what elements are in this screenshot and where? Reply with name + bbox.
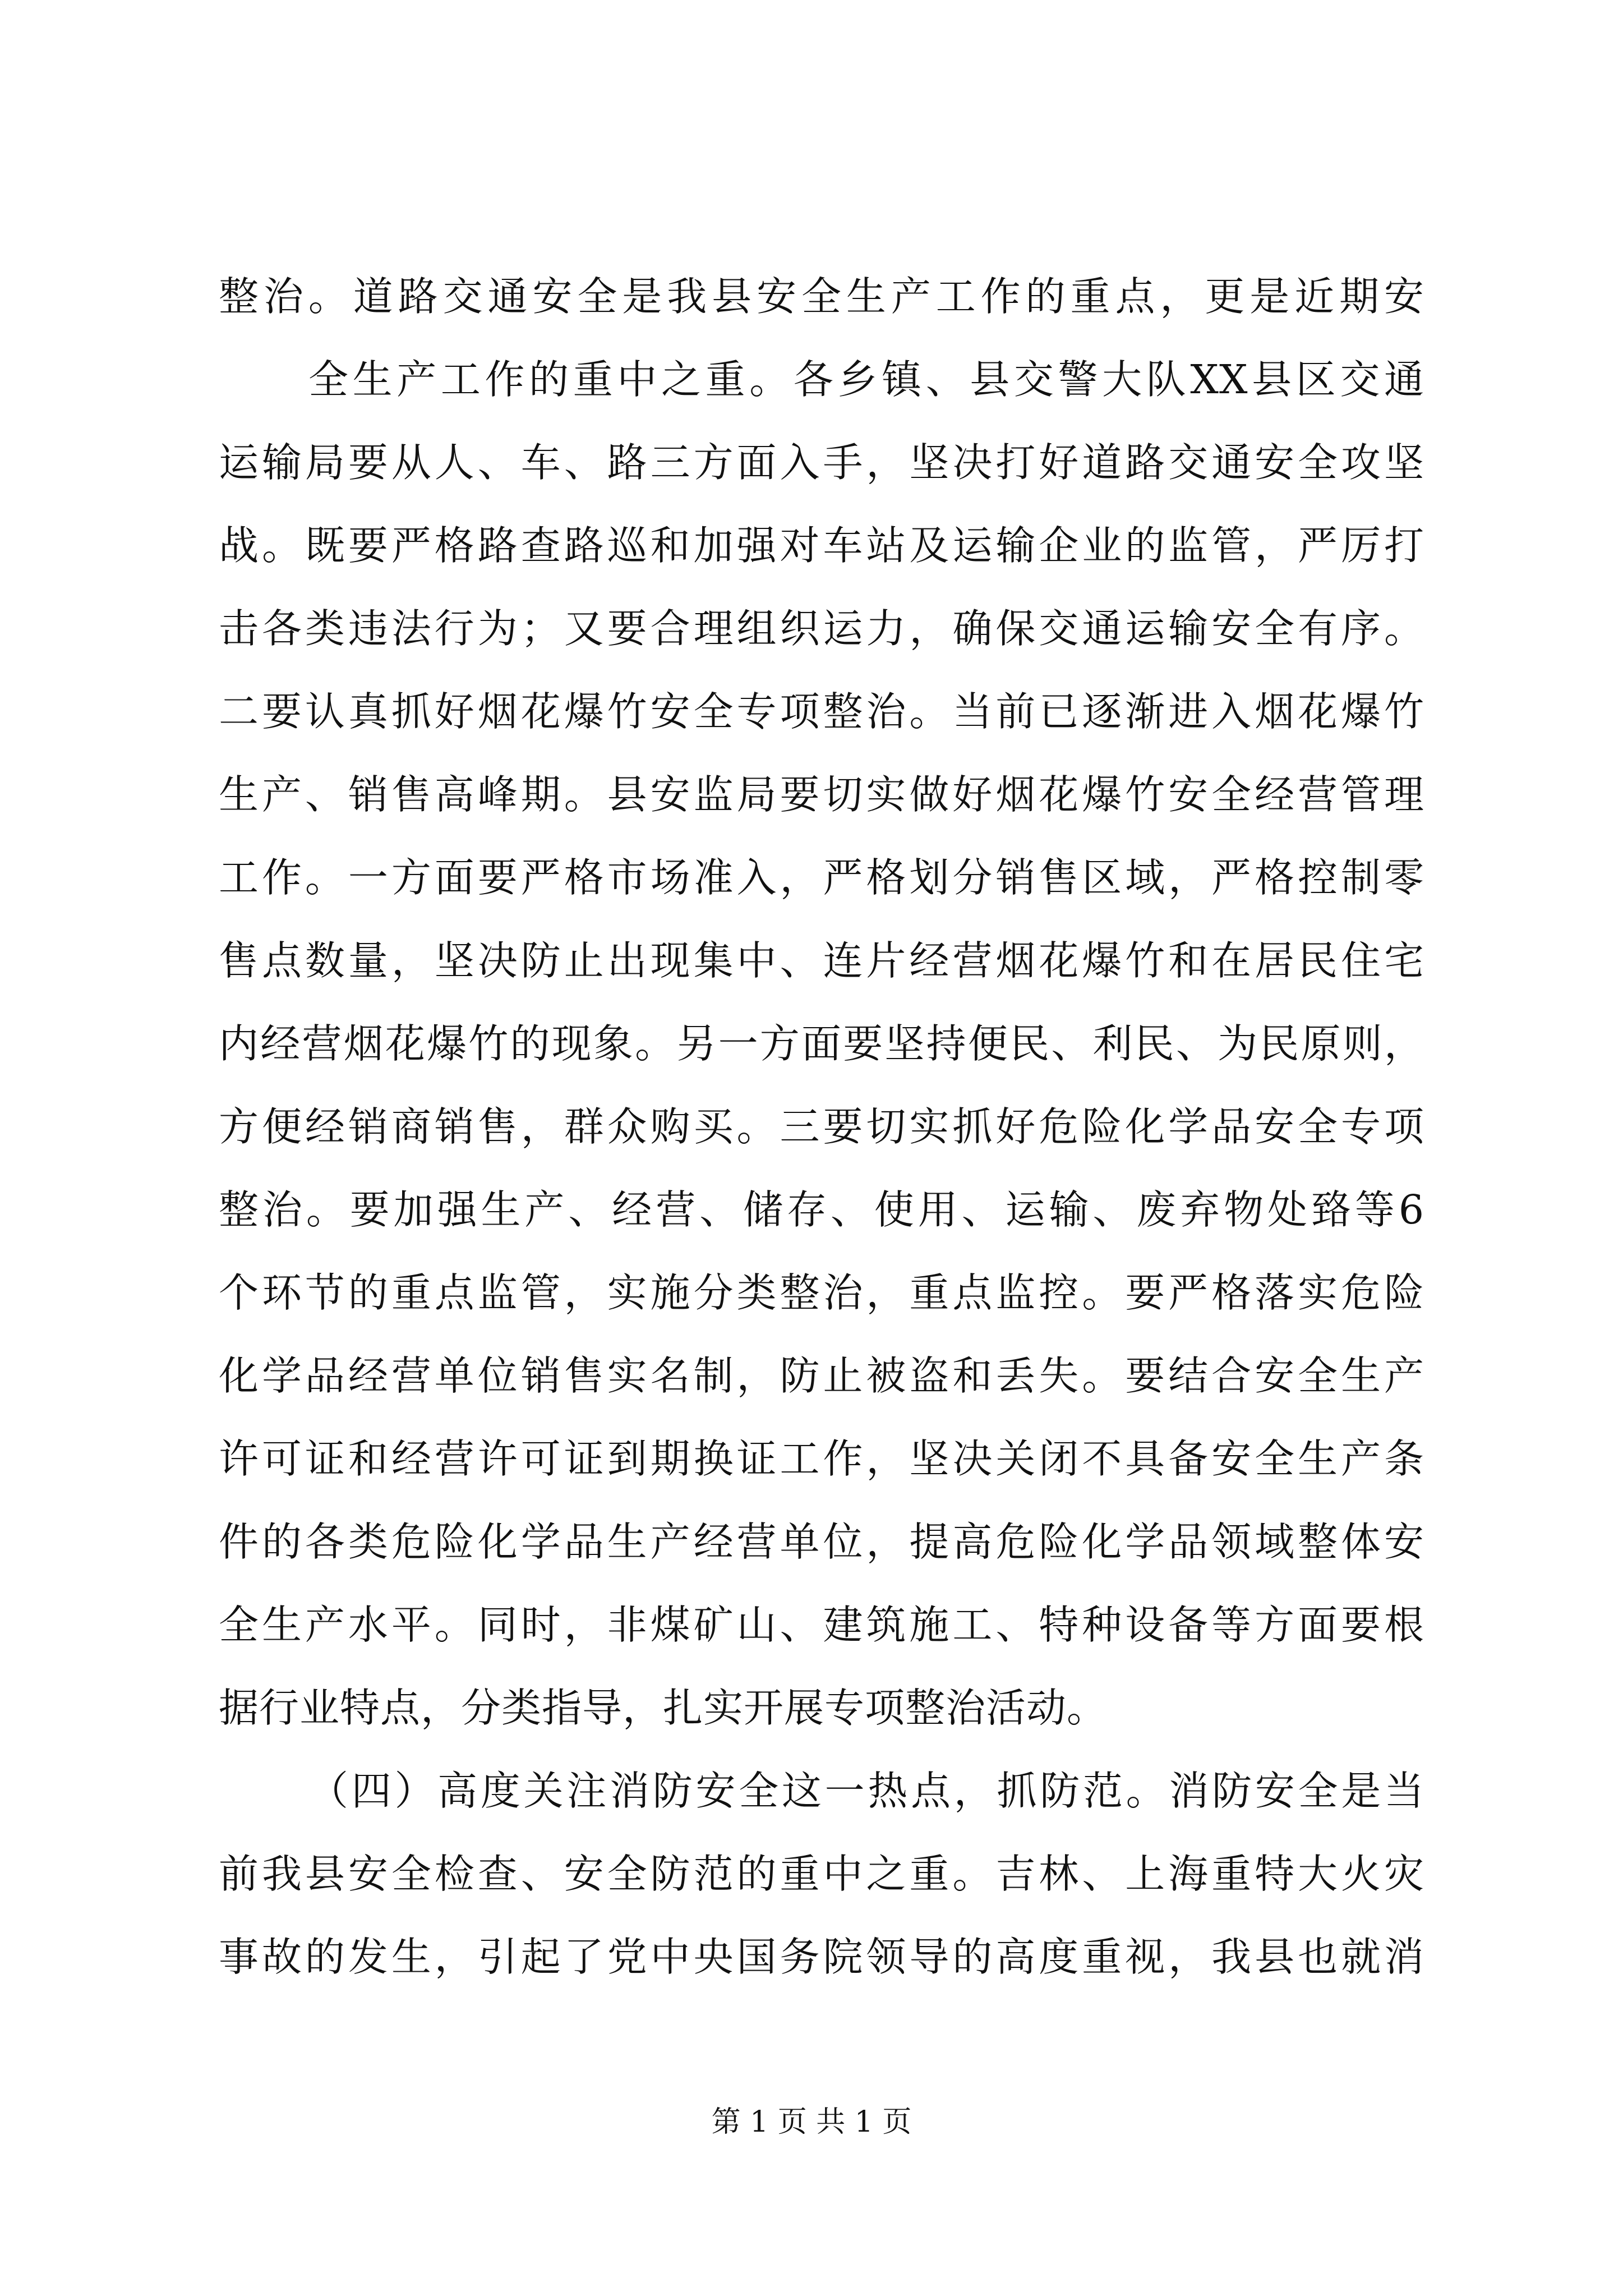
page-footer (0, 2098, 1623, 2140)
text-line: 运输局要从人、车、路三方面入手，坚决打好道路交通安全攻坚 (219, 439, 1424, 486)
text-line: 事故的发生，引起了党中央国务院领导的高度重视，我县也就消 (219, 1934, 1424, 1980)
text-line: 整治。要加强生产、经营、储存、使用、运输、废弃物处臵等6 (219, 1186, 1424, 1233)
text-line: 全生产水平。同时，非煤矿山、建筑施工、特种设备等方面要根 (219, 1602, 1424, 1648)
text-line: 工作。一方面要严格市场准入，严格划分销售区域，严格控制零 (219, 854, 1424, 901)
text-line: 许可证和经营许可证到期换证工作，坚决关闭不具备安全生产条 (219, 1435, 1424, 1482)
text-line: 二要认真抓好烟花爆竹安全专项整治。当前已逐渐进入烟花爆竹 (219, 688, 1424, 735)
text-line: 售点数量，坚决防止出现集中、连片经营烟花爆竹和在居民住宅 (219, 937, 1424, 984)
text-line: 内经营烟花爆竹的现象。另一方面要坚持便民、利民、为民原则， (219, 1020, 1424, 1067)
text-line: 方便经销商销售，群众购买。三要切实抓好危险化学品安全专项 (219, 1103, 1424, 1150)
text-line: 化学品经营单位销售实名制，防止被盗和丢失。要结合安全生产 (219, 1352, 1424, 1399)
body-text (219, 255, 1424, 1999)
text-line: 生产、销售高峰期。县安监局要切实做好烟花爆竹安全经营管理 (219, 771, 1424, 818)
text-line: 全生产工作的重中之重。各乡镇、县交警大队XX县区交通 (308, 356, 1424, 403)
text-line: 据行业特点，分类指导，扎实开展专项整治活动。 (219, 1685, 1108, 1731)
text-line: 整治。道路交通安全是我县安全生产工作的重点，更是近期安 (219, 273, 1424, 320)
text-line: 战。既要严格路查路巡和加强对车站及运输企业的监管，严厉打 (219, 522, 1424, 569)
text-line: 前我县安全检查、安全防范的重中之重。吉林、上海重特大火灾 (219, 1851, 1424, 1897)
page-number-label: 第 1 页 共 1 页 (711, 2105, 912, 2139)
text-line: 击各类违法行为；又要合理组织运力，确保交通运输安全有序。 (219, 605, 1424, 652)
text-line: 个环节的重点监管，实施分类整治，重点监控。要严格落实危险 (219, 1269, 1424, 1316)
text-line: （四）高度关注消防安全这一热点，抓防范。消防安全是当 (308, 1768, 1424, 1814)
text-line: 件的各类危险化学品生产经营单位，提高危险化学品领域整体安 (219, 1519, 1424, 1565)
